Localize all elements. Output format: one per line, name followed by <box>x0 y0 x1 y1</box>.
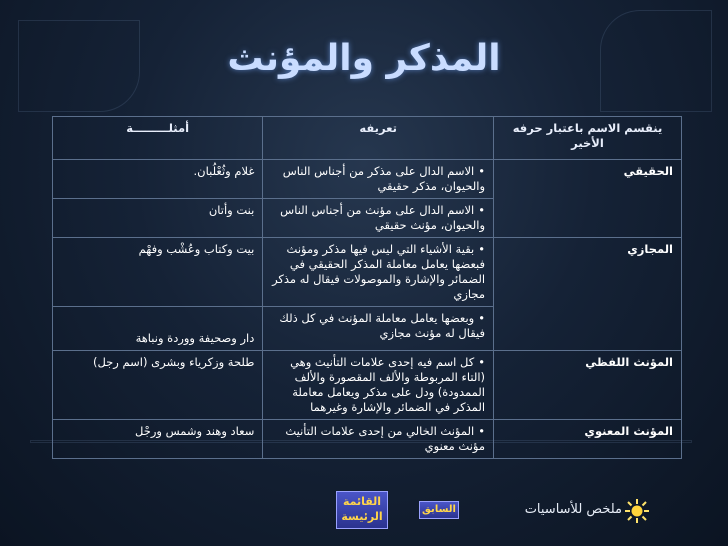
header-category: ينقسم الاسم باعتبار حرفه الأخير <box>494 117 682 160</box>
table-header-row <box>53 117 682 160</box>
definition-text: • الاسم الدال على مذكر من أجناس الناس والحيوان، مذكر حقيقي <box>283 164 485 193</box>
table-row <box>53 351 682 420</box>
definition-cell <box>263 199 494 238</box>
example-cell: بيت وكتاب وعُشْب وفهْم <box>53 238 263 307</box>
main-menu-button[interactable]: القائمة الرئيسة <box>336 491 388 529</box>
summary-link[interactable]: ملخص للأساسيات <box>524 502 622 517</box>
example-cell: بنت وأتان <box>53 199 263 238</box>
header-definition: تعريفه <box>263 117 494 160</box>
definition-text: • كل اسم فيه إحدى علامات التأنيث وهي (التاء المربوطة والألف المقصورة والألف الممدودة) ودل على مذكر ويعامل معاملة المذكر في الضمائر والإشارة وغيرهما <box>290 355 485 414</box>
example-cell: دار وصحيفة ووردة ونباهة <box>53 307 263 351</box>
definition-text: • وبعضها يعامل معاملة المؤنث في كل ذلك فيقال له مؤنث مجازي <box>279 311 485 340</box>
definition-cell <box>263 420 494 459</box>
example-cell: غلام وثُعْلُبان. <box>53 160 263 199</box>
definition-text: • المؤنث الخالي من إحدى علامات التأنيث مؤنث معنوي <box>285 424 485 453</box>
definition-text: • بقية الأشياء التي ليس فيها مذكر ومؤنث فبعضها يعامل معاملة المذكر الحقيقي في الضمائر والإشارة والموصولات فيقال له مذكر مجازي <box>272 242 485 301</box>
category-cell: المؤنث اللفظي <box>494 351 682 420</box>
table-row <box>53 160 682 199</box>
previous-button[interactable]: السابق <box>419 501 459 519</box>
definition-cell <box>263 351 494 420</box>
definition-cell <box>263 160 494 199</box>
definition-cell <box>263 238 494 307</box>
table-row <box>53 238 682 307</box>
header-examples: أمثلـــــــــة <box>53 117 263 160</box>
classification-table <box>52 116 682 459</box>
category-cell: الحقيقي <box>494 160 682 238</box>
page-title: المذكر والمؤنث <box>227 38 501 79</box>
definition-text: • الاسم الدال على مؤنث من أجناس الناس والحيوان، مؤنث حقيقي <box>280 203 485 232</box>
table-row <box>53 420 682 459</box>
category-cell: المؤنث المعنوي <box>494 420 682 459</box>
example-cell: طلحة وزكرياء وبشرى (اسم رجل) <box>53 351 263 420</box>
example-cell: سعاد وهند وشمس ورجْل <box>53 420 263 459</box>
definition-cell <box>263 307 494 351</box>
sun-icon <box>624 498 650 524</box>
category-cell: المجازي <box>494 238 682 351</box>
